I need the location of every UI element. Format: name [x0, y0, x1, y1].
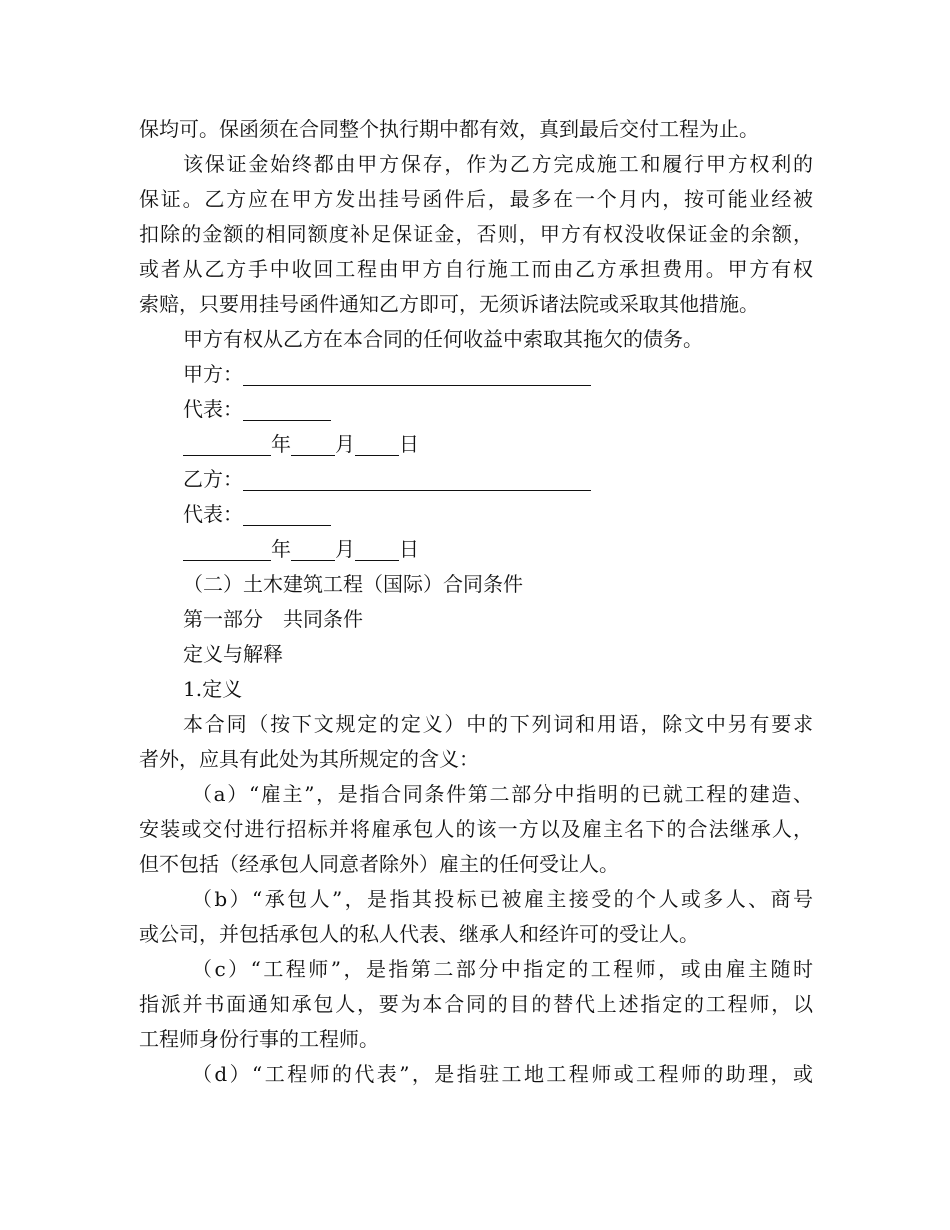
party-b-rep-line	[139, 497, 813, 532]
day-label: 日	[399, 432, 419, 456]
year-label: 年	[271, 537, 291, 561]
part-heading: 第一部分 共同条件	[183, 607, 363, 631]
definition-number: 1.定义	[183, 677, 243, 701]
party-a-line	[139, 357, 813, 392]
year-blank	[183, 538, 271, 561]
clause-line: 但不包括（经承包人同意者除外）雇主的任何受让人。	[139, 852, 619, 876]
party-b-date-line	[139, 532, 813, 567]
month-blank	[291, 433, 335, 456]
party-b-label: 乙方：	[183, 467, 243, 491]
document-page	[139, 112, 813, 1092]
clause-line: 者外，应具有此处为其所规定的含义：	[139, 747, 479, 771]
rep-label: 代表：	[183, 502, 243, 526]
paragraph-line: 该保证金始终都由甲方保存，作为乙方完成施工和履行甲方权利的	[183, 152, 813, 176]
paragraph-line: 保均可。保函须在合同整个执行期中都有效，真到最后交付工程为止。	[139, 117, 759, 141]
rep-label: 代表：	[183, 397, 243, 421]
month-label: 月	[335, 537, 355, 561]
paragraph-line: 索赔，只要用挂号函件通知乙方即可，无须诉诸法院或采取其他措施。	[139, 292, 759, 316]
party-a-date-line	[139, 427, 813, 462]
party-a-rep-line	[139, 392, 813, 427]
day-blank	[355, 538, 399, 561]
party-b-blank	[243, 468, 591, 491]
year-label: 年	[271, 432, 291, 456]
paragraph-line: 或者从乙方手中收回工程由甲方自行施工而由乙方承担费用。甲方有权	[139, 257, 813, 281]
clause-line: （d）“工程师的代表”，是指驻工地工程师或工程师的助理，或	[192, 1062, 813, 1086]
clause-line: （c）“工程师”，是指第二部分中指定的工程师，或由雇主随时	[192, 957, 813, 981]
month-blank	[291, 538, 335, 561]
rep-blank	[243, 503, 331, 526]
clause-line: （a）“雇主”，是指合同条件第二部分中指明的已就工程的建造、	[192, 782, 813, 806]
month-label: 月	[335, 432, 355, 456]
clause-line: 安装或交付进行招标并将雇承包人的该一方以及雇主名下的合法继承人，	[139, 817, 813, 841]
definitions-heading: 定义与解释	[183, 642, 283, 666]
paragraph-line: 保证。乙方应在甲方发出挂号函件后，最多在一个月内，按可能业经被	[139, 187, 813, 211]
section-heading: （二）土木建筑工程（国际）合同条件	[183, 572, 523, 596]
year-blank	[183, 433, 271, 456]
day-blank	[355, 433, 399, 456]
paragraph-line: 甲方有权从乙方在本合同的任何收益中索取其拖欠的债务。	[183, 327, 703, 351]
clause-line: 本合同（按下文规定的定义）中的下列词和用语，除文中另有要求	[183, 712, 813, 736]
clause-line: 或公司，并包括承包人的私人代表、继承人和经许可的受让人。	[139, 922, 699, 946]
day-label: 日	[399, 537, 419, 561]
clause-line: 工程师身份行事的工程师。	[139, 1027, 379, 1051]
paragraph-line: 扣除的金额的相同额度补足保证金，否则，甲方有权没收保证金的余额，	[139, 222, 813, 246]
party-a-blank	[243, 363, 591, 386]
party-b-line	[139, 462, 813, 497]
clause-line: 指派并书面通知承包人，要为本合同的目的替代上述指定的工程师，以	[139, 992, 813, 1016]
clause-line: （b）“承包人”，是指其投标已被雇主接受的个人或多人、商号	[192, 887, 813, 911]
rep-blank	[243, 398, 331, 421]
party-a-label: 甲方：	[183, 362, 243, 386]
